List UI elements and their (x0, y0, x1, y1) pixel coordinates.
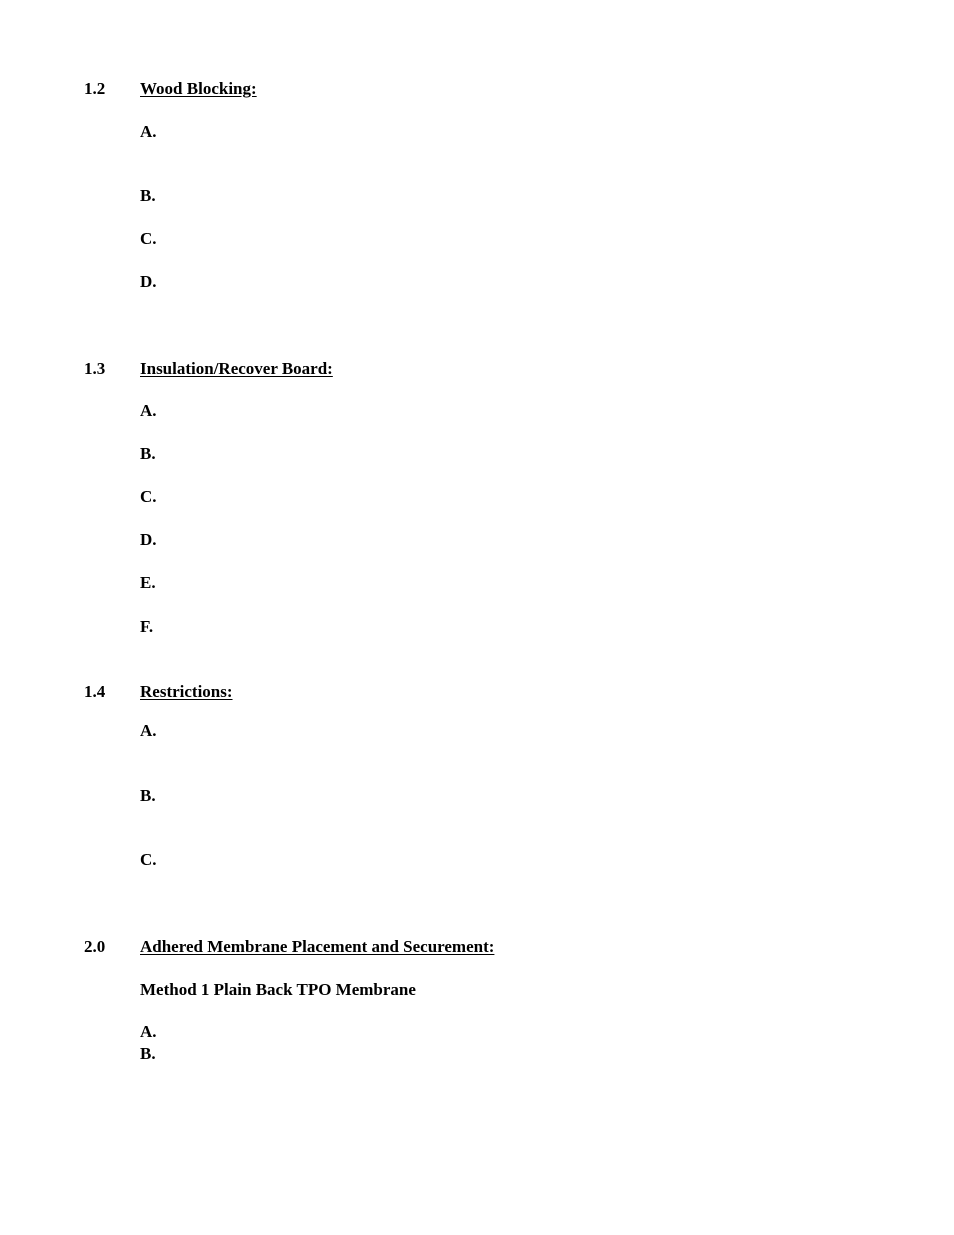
section-subheading: Method 1 Plain Back TPO Membrane (140, 980, 416, 999)
section-number: 2.0 (84, 937, 106, 956)
section-number: 1.2 (84, 79, 106, 98)
list-item: A. (140, 1022, 157, 1041)
section-heading: Adhered Membrane Placement and Securement: (140, 937, 495, 956)
list-item: F. (140, 617, 154, 636)
list-item: A. (140, 721, 157, 740)
list-item: A. (140, 122, 157, 141)
list-item: B. (140, 444, 156, 463)
list-item: C. (140, 850, 157, 869)
list-item: A. (140, 401, 157, 420)
section-heading: Wood Blocking: (140, 79, 257, 98)
section-number: 1.3 (84, 359, 106, 378)
section-heading: Insulation/Recover Board: (140, 359, 333, 378)
list-item: B. (140, 186, 156, 205)
list-item: C. (140, 229, 157, 248)
list-item: C. (140, 487, 157, 506)
list-item: D. (140, 272, 157, 291)
list-item: B. (140, 786, 156, 805)
list-item: B. (140, 1044, 156, 1063)
list-item: D. (140, 530, 157, 549)
list-item: E. (140, 573, 156, 592)
section-number: 1.4 (84, 682, 106, 701)
section-heading: Restrictions: (140, 682, 233, 701)
